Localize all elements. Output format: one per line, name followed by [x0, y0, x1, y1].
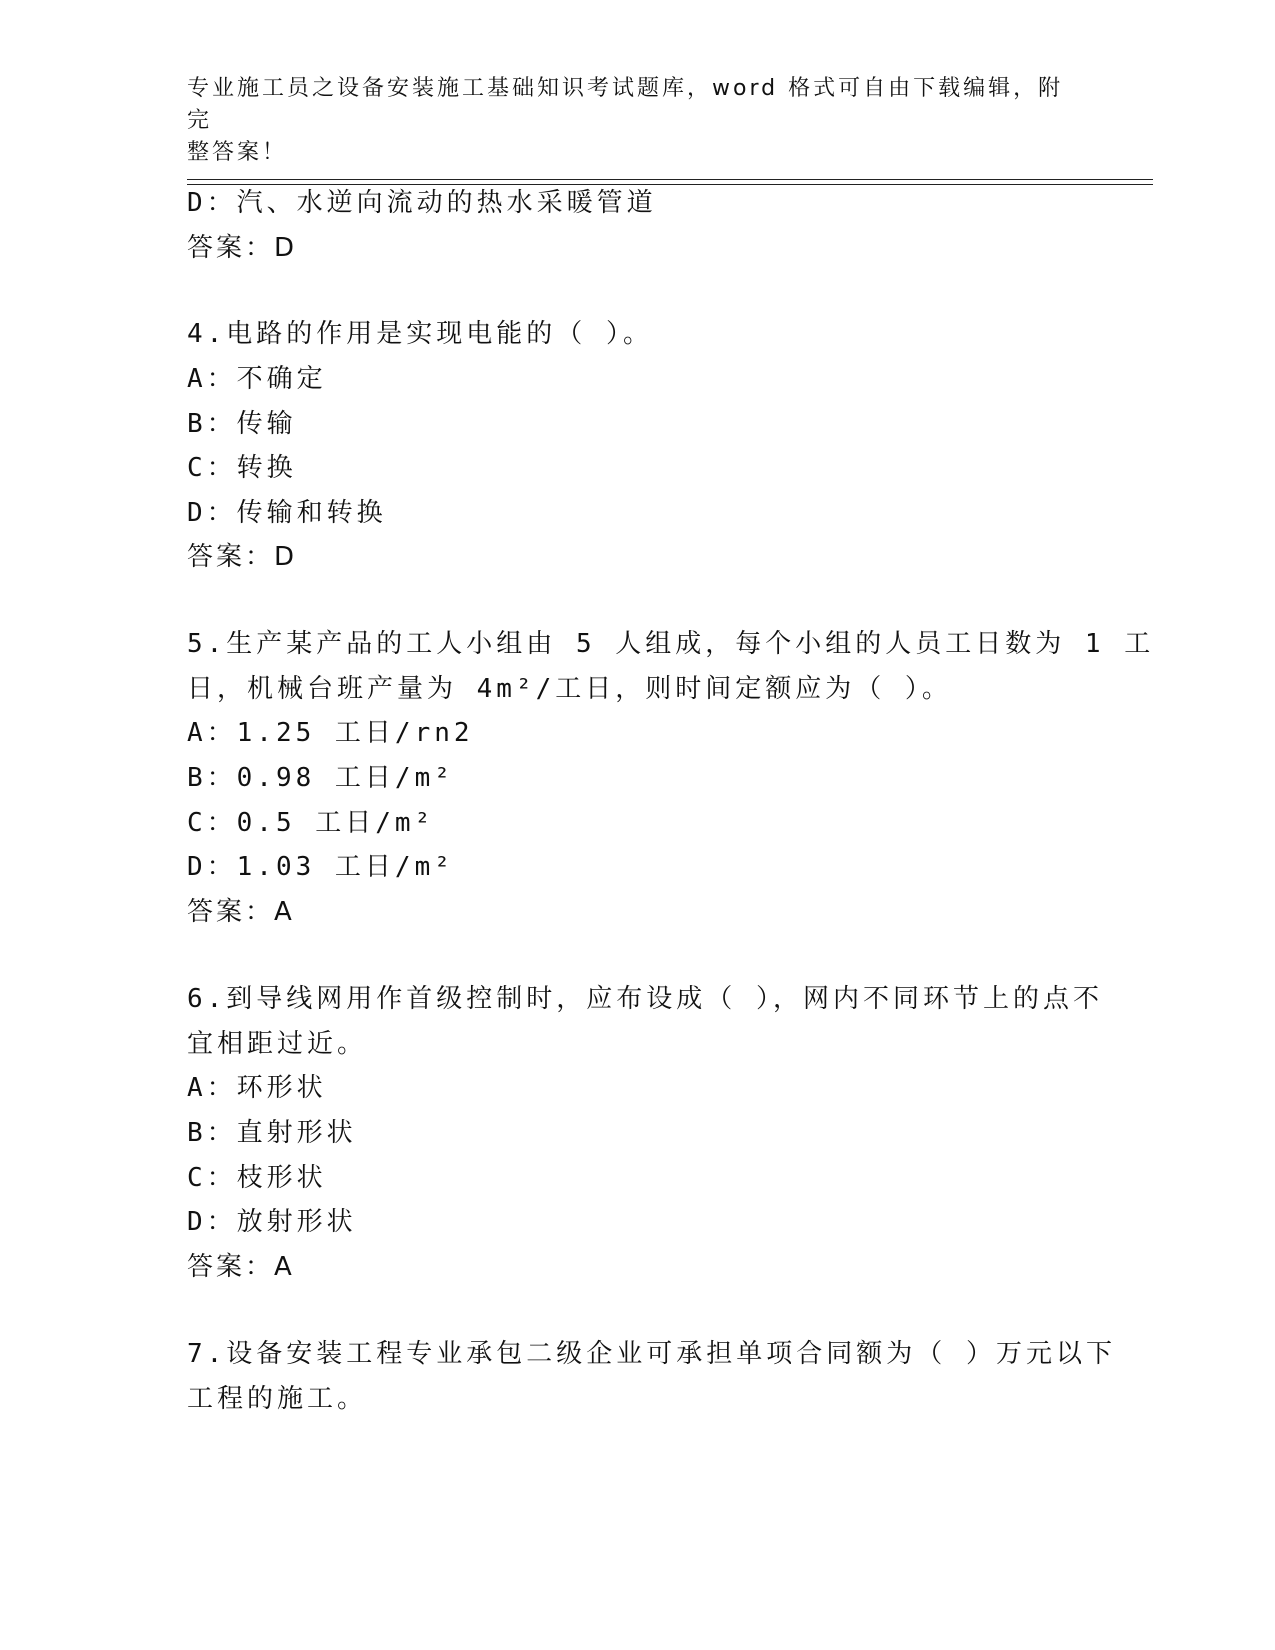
header-line-1: 专业施工员之设备安装施工基础知识考试题库，word 格式可自由下载编辑，附完 [187, 76, 1064, 133]
q5-stem-line-2: 日，机械台班产量为 4m²/工日，则时间定额应为（ ）。 [187, 674, 952, 704]
q5-option-c: C：0.5 工日/m² [187, 808, 435, 838]
q5-stem-line-1: 5.生产某产品的工人小组由 5 人组成，每个小组的人员工日数为 1 工 [187, 629, 1155, 659]
q5-answer: 答案：A [187, 897, 295, 927]
q5-option-a: A：1.25 工日/rn2 [187, 718, 474, 748]
q4-option-d: D：传输和转换 [187, 498, 387, 528]
q4-option-a: A：不确定 [187, 364, 327, 394]
q6-option-c: C：枝形状 [187, 1163, 327, 1193]
q6-option-d: D：放射形状 [187, 1207, 357, 1237]
q6-stem-line-2: 宜相距过近。 [187, 1029, 368, 1059]
q6-option-a: A：环形状 [187, 1073, 327, 1103]
q4-option-b: B：传输 [187, 409, 297, 439]
q5-option-b: B：0.98 工日/m² [187, 763, 454, 793]
q7-stem-line-1: 7.设备安装工程专业承包二级企业可承担单项合同额为（ ）万元以下 [187, 1339, 1116, 1369]
q3-option-d: D：汽、水逆向流动的热水采暖管道 [187, 188, 657, 218]
q4-option-c: C：转换 [187, 453, 297, 483]
header-rule-top [187, 179, 1153, 180]
q6-stem-line-1: 6.到导线网用作首级控制时，应布设成（ ），网内不同环节上的点不 [187, 984, 1103, 1014]
q3-answer: 答案：D [187, 233, 298, 263]
q6-option-b: B：直射形状 [187, 1118, 357, 1148]
q6-answer: 答案：A [187, 1252, 295, 1282]
q4-stem: 4.电路的作用是实现电能的（ ）。 [187, 319, 653, 349]
q5-option-d: D：1.03 工日/m² [187, 852, 454, 882]
header-line-2: 整答案！ [187, 140, 288, 165]
header-rule-bottom [187, 184, 1153, 185]
q4-answer: 答案：D [187, 542, 298, 572]
q7-stem-line-2: 工程的施工。 [187, 1384, 368, 1414]
page-header [187, 73, 1067, 169]
